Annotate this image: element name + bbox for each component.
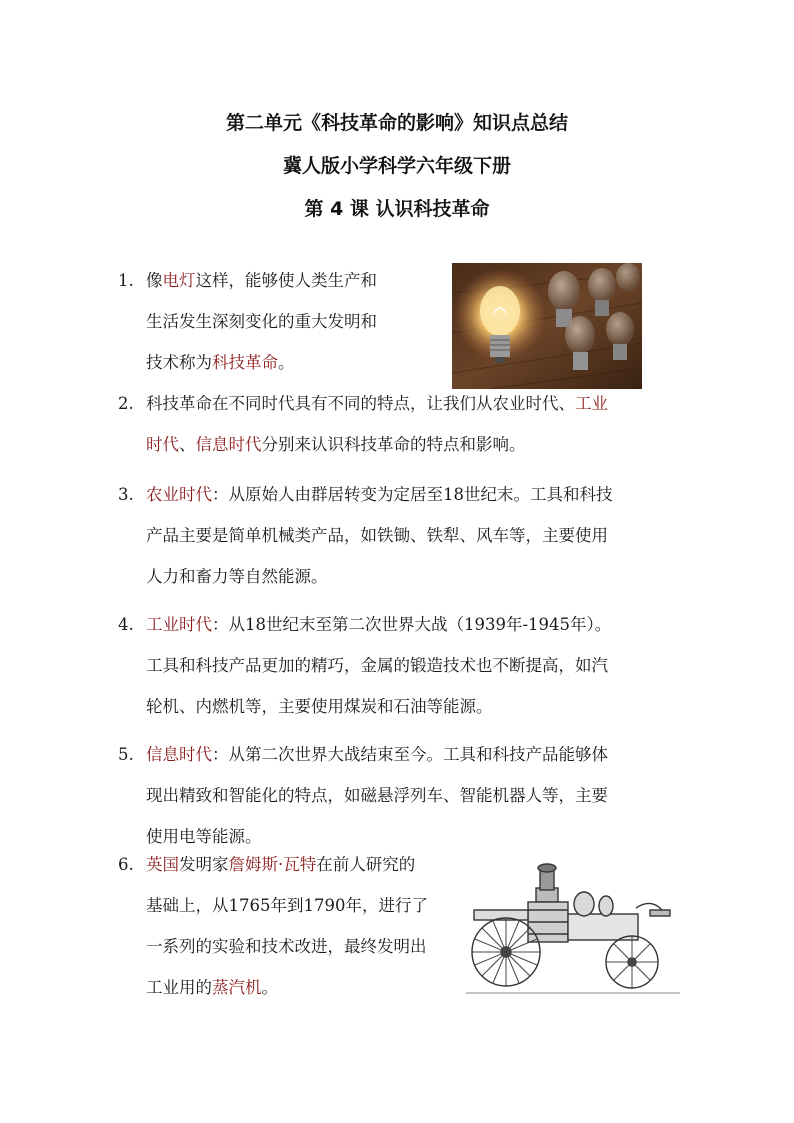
- text-segment: 在前人研究的: [316, 855, 416, 874]
- text-segment: 。: [261, 978, 278, 997]
- title-block: [0, 102, 794, 231]
- item-text: [146, 474, 613, 597]
- highlighted-term: 信息时代: [146, 745, 212, 764]
- highlighted-term: 工业时代: [146, 615, 212, 634]
- highlighted-term: 蒸汽机: [212, 978, 262, 997]
- item-number: 1.: [118, 271, 134, 290]
- text-line: [146, 926, 428, 967]
- text-line: [146, 556, 613, 597]
- steam-engine-illustration: [466, 848, 680, 998]
- text-segment: 技术称为: [146, 353, 212, 372]
- item-text: [146, 604, 611, 727]
- text-segment: 科技革命在不同时代具有不同的特点，让我们从农业时代、: [146, 394, 575, 413]
- text-segment: 生活发生深刻变化的重大发明和: [146, 312, 377, 331]
- text-segment: 发明家: [179, 855, 229, 874]
- text-line: [146, 734, 608, 775]
- text-segment: 人力和畜力等自然能源。: [146, 567, 328, 586]
- light-bulbs-photo: [452, 263, 642, 389]
- text-segment: 像: [146, 271, 163, 290]
- document-subtitle: 冀人版小学科学六年级下册: [282, 155, 511, 177]
- item-text: [146, 260, 377, 383]
- item-number: 5.: [118, 745, 134, 764]
- highlighted-term: 詹姆斯·瓦特: [228, 855, 317, 874]
- text-segment: 基础上，从1765年到1790年，进行了: [146, 896, 428, 915]
- text-segment: ：从原始人由群居转变为定居至18世纪末。工具和科技: [212, 485, 613, 504]
- text-segment: 轮机、内燃机等，主要使用煤炭和石油等能源。: [146, 697, 493, 716]
- text-line: [146, 342, 377, 383]
- highlighted-term: 英国: [146, 855, 179, 874]
- item-number: 2.: [118, 394, 134, 413]
- item-text: [146, 383, 608, 465]
- text-segment: 、: [179, 435, 196, 454]
- highlighted-term: 电灯: [162, 271, 196, 290]
- document-title: 第二单元《科技革命的影响》知识点总结: [225, 112, 568, 134]
- text-segment: 工业用的: [146, 978, 212, 997]
- text-segment: ：从第二次世界大战结束至今。工具和科技产品能够体: [212, 745, 608, 764]
- text-segment: 一系列的实验和技术改进，最终发明出: [146, 937, 427, 956]
- text-segment: 这样，能够使人类生产和: [195, 271, 377, 290]
- text-segment: 分别来认识科技革命的特点和影响。: [261, 435, 526, 454]
- text-segment: 使用电等能源。: [146, 827, 262, 846]
- highlighted-term: 时代: [146, 435, 179, 454]
- text-segment: 工具和科技产品更加的精巧，金属的锻造技术也不断提高，如汽: [146, 656, 608, 675]
- text-line: [146, 474, 613, 515]
- text-segment: 产品主要是简单机械类产品，如铁锄、铁犁、风车等，主要使用: [146, 526, 608, 545]
- text-segment: ：从18世纪末至第二次世界大战（1939年-1945年）。: [212, 615, 612, 634]
- item-number: 6.: [118, 855, 134, 874]
- text-segment: 现出精致和智能化的特点，如磁悬浮列车、智能机器人等，主要: [146, 786, 608, 805]
- item-number: 4.: [118, 615, 134, 634]
- text-line: [146, 515, 613, 556]
- text-line: [146, 686, 611, 727]
- lesson-title: 第 4 课 认识科技革命: [304, 198, 490, 220]
- item-text: [146, 734, 608, 857]
- text-line: [146, 885, 428, 926]
- item-text: [146, 844, 428, 1008]
- text-line: [146, 301, 377, 342]
- highlighted-term: 信息时代: [195, 435, 262, 454]
- text-line: [146, 424, 608, 465]
- item-number: 3.: [118, 485, 134, 504]
- text-segment: 。: [278, 353, 295, 372]
- highlighted-term: 工业: [575, 394, 608, 413]
- highlighted-term: 科技革命: [212, 353, 278, 372]
- text-line: [146, 260, 377, 301]
- text-line: [146, 645, 611, 686]
- highlighted-term: 农业时代: [146, 485, 212, 504]
- text-line: [146, 844, 428, 885]
- text-line: [146, 967, 428, 1008]
- text-line: [146, 383, 608, 424]
- text-line: [146, 775, 608, 816]
- text-line: [146, 604, 611, 645]
